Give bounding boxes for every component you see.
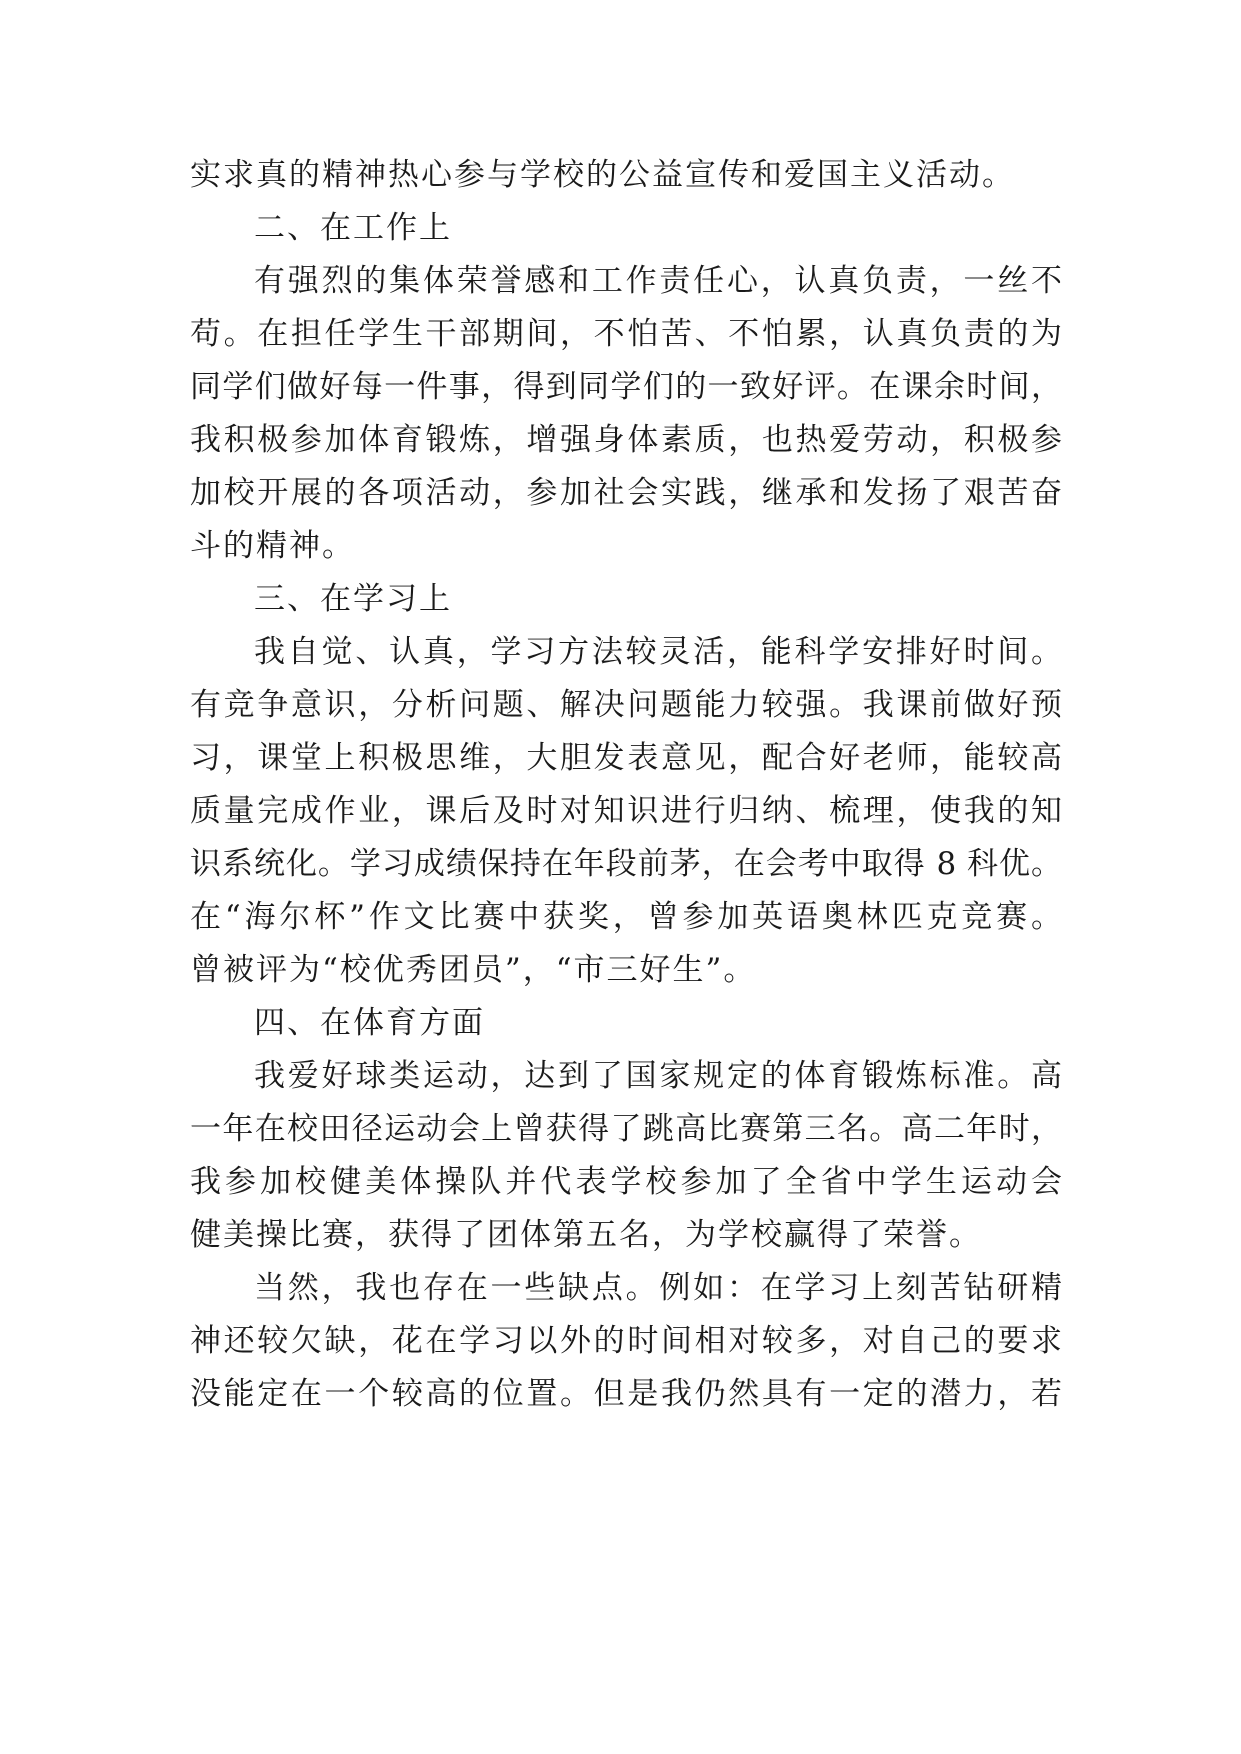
text-line: 实求真的精神热心参与学校的公益宣传和爱国主义活动。 xyxy=(190,157,1015,193)
text-line: 有强烈的集体荣誉感和工作责任心，认真负责，一丝不 xyxy=(254,263,1062,299)
text-line: 质量完成作业，课后及时对知识进行归纳、梳理，使我的知 xyxy=(190,793,1062,829)
section-heading: 四、在体育方面 xyxy=(254,1005,485,1041)
text-line: 当然，我也存在一些缺点。例如：在学习上刻苦钻研精 xyxy=(254,1270,1062,1306)
text-line: 斗的精神。 xyxy=(190,528,355,564)
text-line: 我自觉、认真，学习方法较灵活，能科学安排好时间。 xyxy=(254,634,1062,670)
text-line: 在“海尔杯”作文比赛中获奖，曾参加英语奥林匹克竞赛。 xyxy=(190,899,1062,935)
text-line: 加校开展的各项活动，参加社会实践，继承和发扬了艰苦奋 xyxy=(190,475,1062,511)
text-line: 没能定在一个较高的位置。但是我仍然具有一定的潜力，若 xyxy=(190,1376,1062,1412)
text-line: 曾被评为“校优秀团员”，“市三好生”。 xyxy=(190,952,757,988)
text-line: 苟。在担任学生干部期间，不怕苦、不怕累，认真负责的为 xyxy=(190,316,1062,352)
section-heading: 三、在学习上 xyxy=(254,581,452,617)
text-line: 有竞争意识，分析问题、解决问题能力较强。我课前做好预 xyxy=(190,687,1062,723)
text-line: 同学们做好每一件事，得到同学们的一致好评。在课余时间， xyxy=(190,369,1062,405)
text-line: 我参加校健美体操队并代表学校参加了全省中学生运动会 xyxy=(190,1164,1062,1200)
section-heading: 二、在工作上 xyxy=(254,210,452,246)
text-line: 我爱好球类运动，达到了国家规定的体育锻炼标准。高 xyxy=(254,1058,1062,1094)
text-line: 一年在校田径运动会上曾获得了跳高比赛第三名。高二年时， xyxy=(190,1111,1062,1147)
text-line: 识系统化。学习成绩保持在年段前茅，在会考中取得 8 科优。 xyxy=(190,846,1062,882)
text-line: 习，课堂上积极思维，大胆发表意见，配合好老师，能较高 xyxy=(190,740,1062,776)
text-line: 神还较欠缺，花在学习以外的时间相对较多，对自己的要求 xyxy=(190,1323,1062,1359)
text-line: 我积极参加体育锻炼，增强身体素质，也热爱劳动，积极参 xyxy=(190,422,1062,458)
text-line: 健美操比赛，获得了团体第五名，为学校赢得了荣誉。 xyxy=(190,1217,982,1253)
